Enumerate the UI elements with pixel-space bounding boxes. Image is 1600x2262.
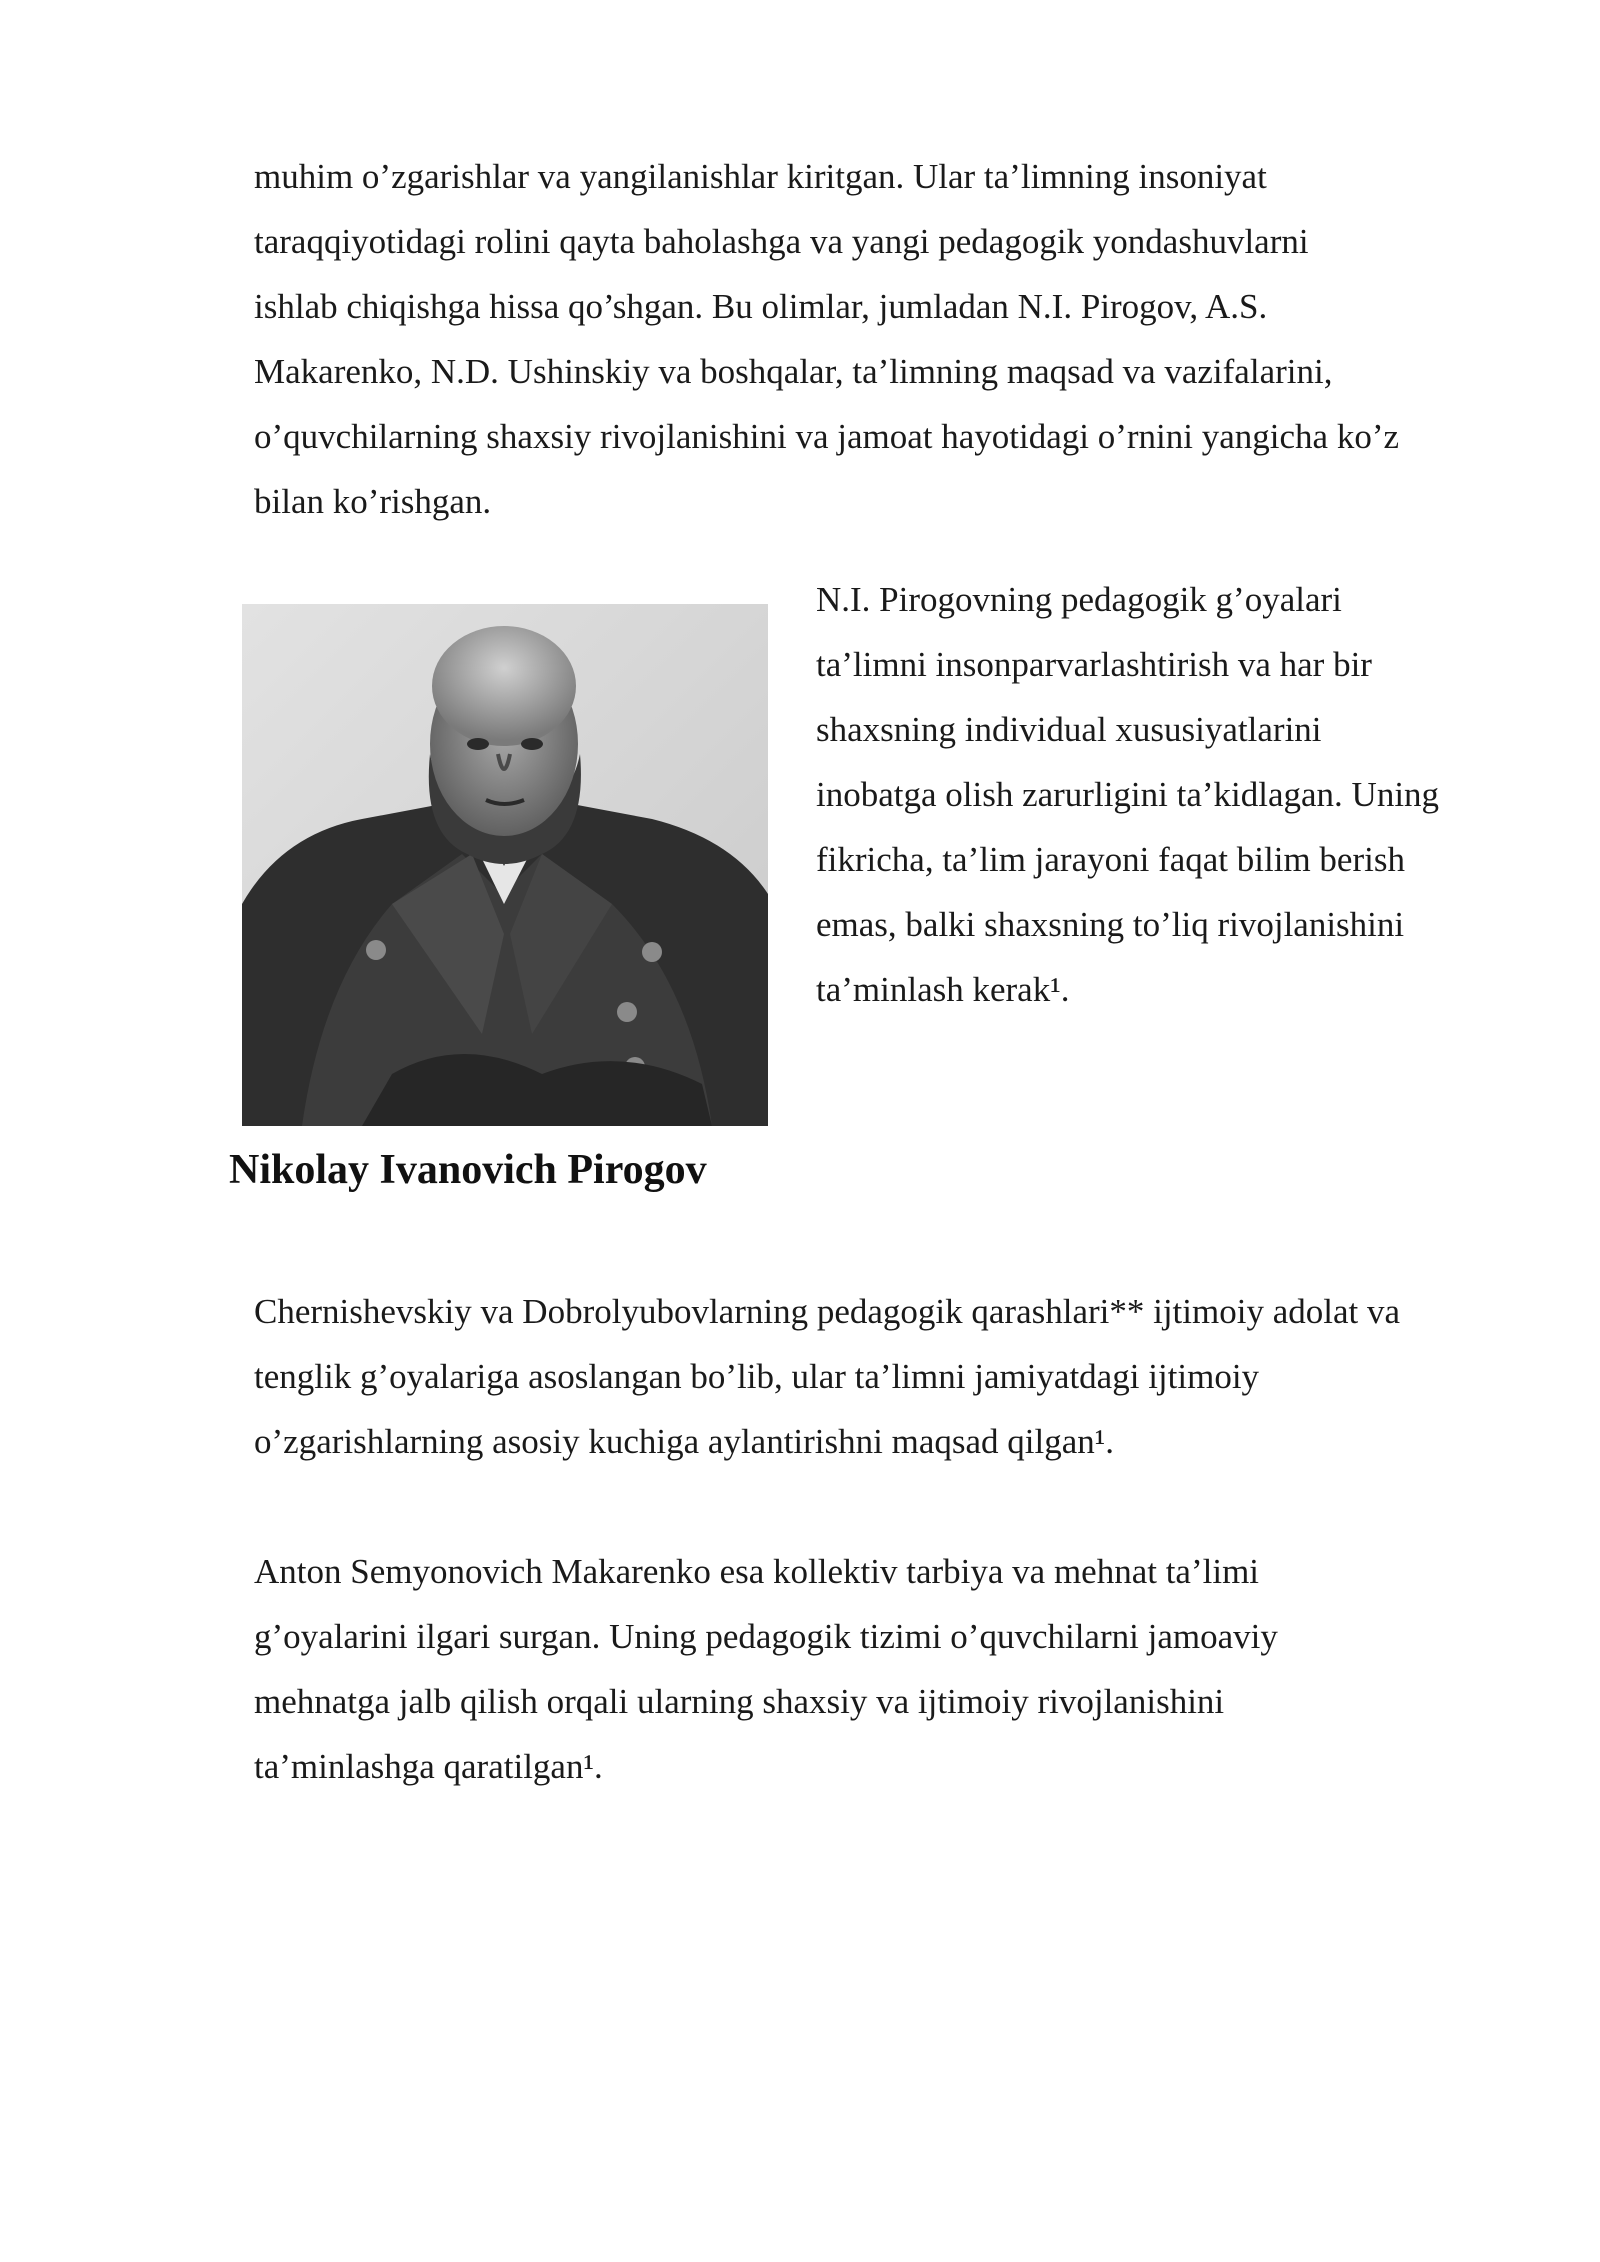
paragraph-line: o’quvchilarning shaxsiy rivojlanishini va jamoat hayotidagi o’rnini yangicha ko’z [254, 417, 1400, 456]
portrait-photo [242, 604, 768, 1126]
paragraph-line: N.I. Pirogovning pedagogik g’oyalari [816, 580, 1342, 619]
chernishevskiy-paragraph [254, 1279, 1400, 1474]
paragraph-line: emas, balki shaxsning to’liq rivojlanishini [816, 905, 1405, 944]
portrait-caption: Nikolay Ivanovich Pirogov [229, 1147, 707, 1193]
paragraph-line: Anton Semyonovich Makarenko esa kollektiv tarbiya va mehnat ta’limi [254, 1552, 1260, 1591]
intro-paragraph [254, 144, 1399, 534]
paragraph-line: o’zgarishlarning asosiy kuchiga aylantirishni maqsad qilgan¹. [254, 1422, 1115, 1461]
paragraph-line: bilan ko’rishgan. [254, 482, 492, 521]
paragraph-line: ta’minlashga qaratilgan¹. [254, 1747, 603, 1786]
paragraph-line: fikricha, ta’lim jarayoni faqat bilim berish [816, 840, 1405, 879]
paragraph-line: ta’minlash kerak¹. [816, 970, 1070, 1009]
paragraph-line: inobatga olish zarurligini ta’kidlagan. Uning [816, 775, 1440, 814]
paragraph-line: Makarenko, N.D. Ushinskiy va boshqalar, ta’limning maqsad va vazifalarini, [254, 352, 1333, 391]
pirogov-portrait-image [242, 604, 768, 1126]
paragraph-line: shaxsning individual xususiyatlarini [816, 710, 1322, 749]
makarenko-paragraph [254, 1539, 1278, 1799]
paragraph-line: muhim o’zgarishlar va yangilanishlar kiritgan. Ular ta’limning insoniyat [254, 157, 1267, 196]
paragraph-line: Chernishevskiy va Dobrolyubovlarning pedagogik qarashlari** ijtimoiy adolat va [254, 1292, 1401, 1331]
pirogov-ideas-paragraph [816, 567, 1439, 1022]
paragraph-line: g’oyalarini ilgari surgan. Uning pedagogik tizimi o’quvchilarni jamoaviy [254, 1617, 1278, 1656]
paragraph-line: ishlab chiqishga hissa qo’shgan. Bu olimlar, jumladan N.I. Pirogov, A.S. [254, 287, 1268, 326]
paragraph-line: ta’limni insonparvarlashtirish va har bir [816, 645, 1372, 684]
paragraph-line: mehnatga jalb qilish orqali ularning shaxsiy va ijtimoiy rivojlanishini [254, 1682, 1225, 1721]
paragraph-line: taraqqiyotidagi rolini qayta baholashga va yangi pedagogik yondashuvlarni [254, 222, 1309, 261]
paragraph-line: tenglik g’oyalariga asoslangan bo’lib, ular ta’limni jamiyatdagi ijtimoiy [254, 1357, 1260, 1396]
